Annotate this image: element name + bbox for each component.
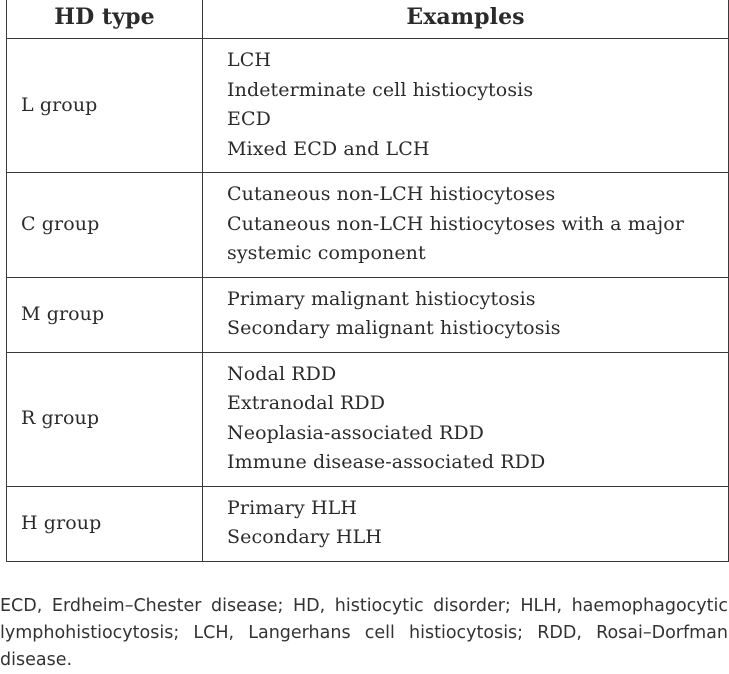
table-row [7,352,729,486]
table-row [7,486,729,561]
example-item: Cutaneous non-LCH histiocytoses [227,183,556,205]
example-item: Secondary malignant histiocytosis [227,317,561,339]
examples-cell [203,173,729,278]
hd-type-cell: C group [7,173,203,278]
example-item: Indeterminate cell histiocytosis [227,78,534,101]
example-item: LCH [227,49,272,71]
example-item: Nodal RDD [227,362,337,385]
hd-type-cell: L group [7,39,203,173]
table-row [7,277,729,352]
examples-cell [203,39,729,173]
example-item: Immune disease-associated RDD [227,451,546,473]
table-row [7,173,729,278]
example-item: Secondary HLH [227,526,382,548]
table-body [7,39,729,562]
example-item: ECD [227,108,271,130]
examples-cell [203,486,729,561]
header-examples: Examples [203,0,729,39]
example-item: Mixed ECD and LCH [227,137,430,160]
hd-type-cell: M group [7,277,203,352]
examples-cell [203,277,729,352]
example-item: Neoplasia-associated RDD [227,421,485,444]
hd-type-cell: H group [7,486,203,561]
hd-classification-table [6,0,729,562]
header-row [7,0,729,39]
example-item: Primary HLH [227,496,357,519]
example-item: Primary malignant histiocytosis [227,287,536,310]
table-footnote: ECD, Erdheim–Chester disease; HD, histiocytic disorder; HLH, haemophagocytic lymphohistiocytosis; LCH, Langerhans cell histiocytosis; RDD, Rosai–Dorfman disease. [0,595,728,670]
example-item: Extranodal RDD [227,392,386,414]
examples-cell [203,352,729,486]
example-item: systemic component [227,242,426,264]
table-row [7,39,729,173]
header-hd-type: HD type [7,0,203,39]
example-item: Cutaneous non-LCH histiocytoses with a major [227,212,685,235]
hd-type-cell: R group [7,352,203,486]
